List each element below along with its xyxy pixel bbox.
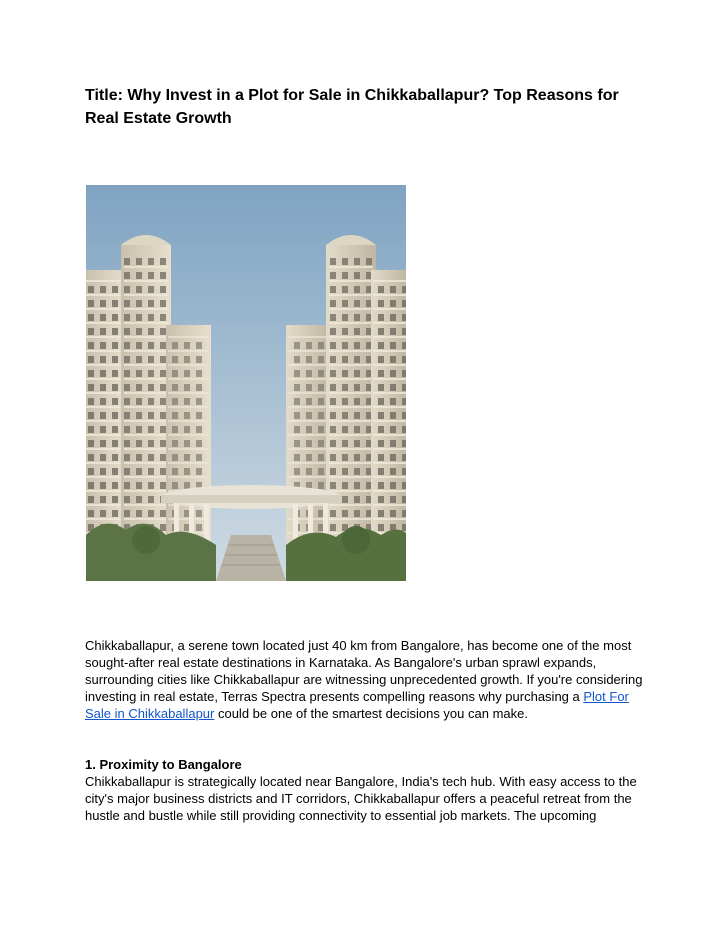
intro-text-after-link: could be one of the smartest decisions you can make.	[214, 706, 528, 721]
intro-text-before-link: Chikkaballapur, a serene town located just 40 km from Bangalore, has become one of the most sought-after real estate destinations in Karnataka. As Bangalore's urban sprawl expands, surrounding cities like Chikkaballapur are witnessing unprecedented growth. If you're considering investing in real estate, Terras Spectra presents compelling reasons why purchasing a	[85, 638, 643, 704]
document-title: Title: Why Invest in a Plot for Sale in Chikkaballapur? Top Reasons for Real Estate Growth	[85, 87, 619, 127]
section-heading-proximity: 1. Proximity to Bangalore	[85, 757, 242, 772]
plot-for-sale-link[interactable]: Plot For Sale in Chikkaballapur	[85, 689, 629, 721]
hero-image-apartment-towers	[86, 185, 406, 581]
section-paragraph-proximity: Chikkaballapur is strategically located near Bangalore, India's tech hub. With easy access to the city's major business districts and IT corridors, Chikkaballapur offers a peaceful retreat from the hustle and bustle while still providing connectivity to essential job markets. The upcoming	[85, 774, 637, 823]
intro-paragraph	[85, 637, 645, 722]
